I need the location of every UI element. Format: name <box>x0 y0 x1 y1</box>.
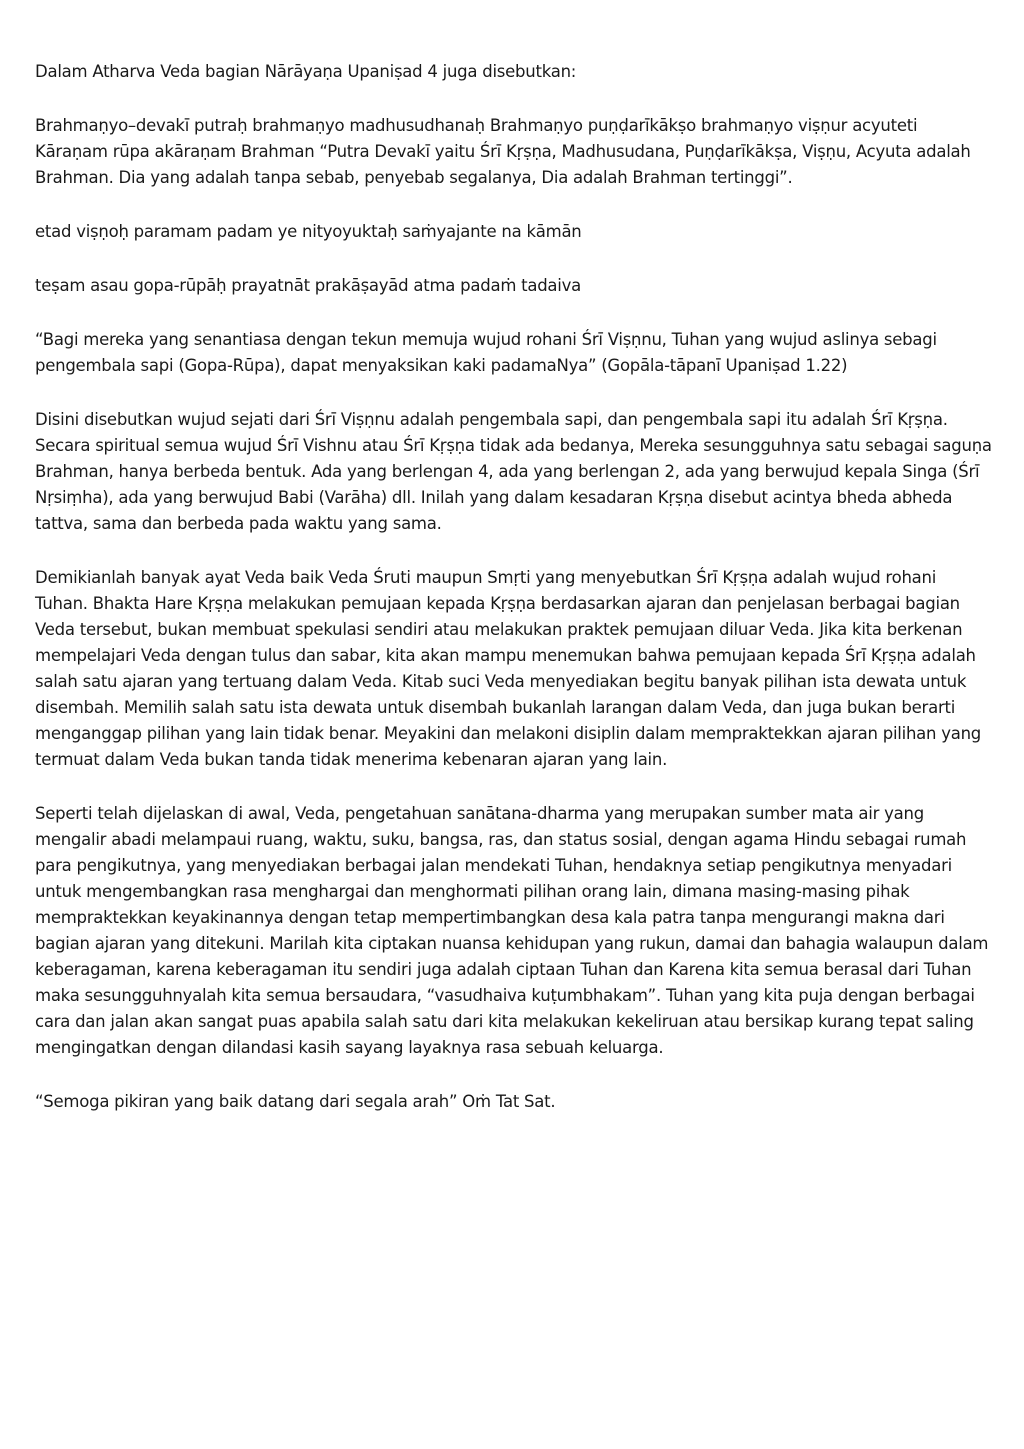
closing-paragraph: Seperti telah dijelaskan di awal, Veda, pengetahuan sanātana-dharma yang merupakan sumber mata air yang mengalir abadi melampaui ruang, waktu, suku, bangsa, ras, dan status sosial, dengan agama Hindu sebagai rumah para pengikutnya, yang menyediakan berbagai jalan mendekati Tuhan, hendaknya setiap pengikutnya menyadari untuk mengembangkan rasa menghargai dan menghormati pilihan orang lain, dimana masing-masing pihak mempraktekkan keyakinannya dengan tetap mempertimbangkan desa kala patra tanpa mengurangi makna dari bagian ajaran yang ditekuni. Marilah kita ciptakan nuansa kehidupan yang rukun, damai dan bahagia walaupun dalam keberagaman, karena keberagaman itu sendiri juga adalah ciptaan Tuhan dan Karena kita semua berasal dari Tuhan maka sesungguhnyalah kita semua bersaudara, “vasudhaiva kuṭumbhakam”. Tuhan yang kita puja dengan berbagai cara dan jalan akan sangat puas apabila salah satu dari kita melakukan kekeliruan atau bersikap kurang tepat saling mengingatkan dengan dilandasi kasih sayang layaknya rasa sebuah keluarga. <box>35 804 989 1057</box>
veda-paragraph: Demikianlah banyak ayat Veda baik Veda Śruti maupun Smṛti yang menyebutkan Śrī Kṛṣṇa adalah wujud rohani Tuhan. Bhakta Hare Kṛṣṇa melakukan pemujaan kepada Kṛṣṇa berdasarkan ajaran dan penjelasan berbagai bagian Veda tersebut, bukan membuat spekulasi sendiri atau melakukan praktek pemujaan diluar Veda. Jika kita berkenan mempelajari Veda dengan tulus dan sabar, kita akan mampu menemukan bahwa pemujaan kepada Śrī Kṛṣṇa adalah salah satu ajaran yang tertuang dalam Veda. Kitab suci Veda menyediakan begitu banyak pilihan ista dewata untuk disembah. Memilih salah satu ista dewata untuk disembah bukanlah larangan dalam Veda, dan juga bukan berarti menganggap pilihan yang lain tidak benar. Meyakini dan melakoni disiplin dalam mempraktekkan ajaran pilihan yang termuat dalam Veda bukan tanda tidak menerima kebenaran ajaran yang lain. <box>35 568 982 769</box>
blessing-paragraph: “Semoga pikiran yang baik datang dari segala arah” Oṁ Tat Sat. <box>35 1092 556 1111</box>
explanation-paragraph: Disini disebutkan wujud sejati dari Śrī Viṣṇnu adalah pengembala sapi, dan pengembala sapi itu adalah Śrī Kṛṣṇa. Secara spiritual semua wujud Śrī Vishnu atau Śrī Kṛṣṇa tidak ada bedanya, Mereka sesungguhnya satu sebagai saguṇa Brahman, hanya berbeda bentuk. Ada yang berlengan 4, ada yang berlengan 2, ada yang berwujud kepala Singa (Śrī Nṛsiṃha), ada yang berwujud Babi (Varāha) dll. Inilah yang dalam kesadaran Kṛṣṇa disebut acintya bheda abheda tattva, sama dan berbeda pada waktu yang sama. <box>35 410 992 533</box>
verse-line-1: etad viṣṇoḥ paramam padam ye nityoyuktaḥ saṁyajante na kāmān <box>35 222 582 241</box>
verse-line-2: teṣam asau gopa-rūpāḥ prayatnāt prakāṣayād atma padaṁ tadaiva <box>35 276 582 295</box>
document-body <box>35 59 993 1143</box>
verse-translation-paragraph: “Bagi mereka yang senantiasa dengan tekun memuja wujud rohani Śrī Viṣṇnu, Tuhan yang wujud aslinya sebagi pengembala sapi (Gopa-Rūpa), dapat menyaksikan kaki padamaNya” (Gopāla-tāpanī Upaniṣad 1.22) <box>35 330 937 375</box>
intro-paragraph: Dalam Atharva Veda bagian Nārāyaṇa Upaniṣad 4 juga disebutkan: <box>35 62 577 81</box>
mantra-paragraph: Brahmaṇyo–devakī putraḥ brahmaṇyo madhusudhanaḥ Brahmaṇyo puṇḍarīkākṣo brahmaṇyo viṣṇur acyuteti Kāraṇam rūpa akāraṇam Brahman “Putra Devakī yaitu Śrī Kṛṣṇa, Madhusudana, Puṇḍarīkākṣa, Viṣṇu, Acyuta adalah Brahman. Dia yang adalah tanpa sebab, penyebab segalanya, Dia adalah Brahman tertinggi”. <box>35 116 971 187</box>
